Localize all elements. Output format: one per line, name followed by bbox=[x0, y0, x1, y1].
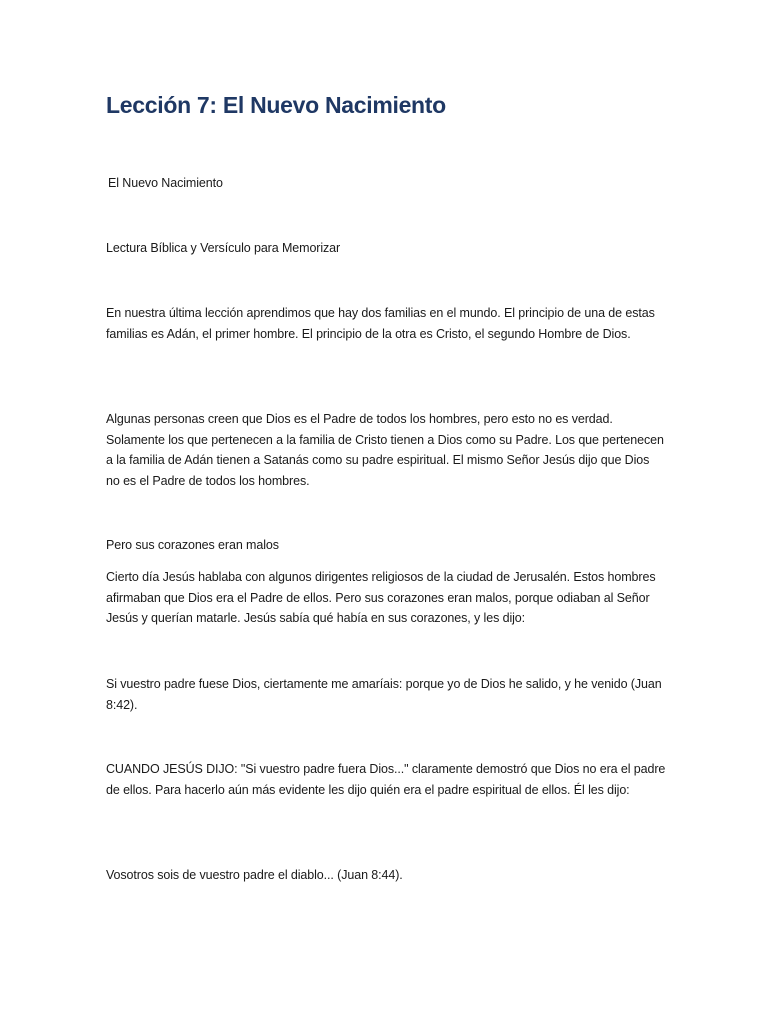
subtitle: El Nuevo Nacimiento bbox=[108, 176, 223, 190]
section-heading: Pero sus corazones eran malos bbox=[106, 538, 279, 552]
paragraph-second: Algunas personas creen que Dios es el Padre de todos los hombres, pero esto no es verdad. Solamente los que pertenecen a la familia de Cristo tienen a Dios como su Padre. Los que pertenecen a la familia de Adán tienen a Satanás como su padre espiritual. El mismo Señor Jesús dijo que Dios no es el Padre de todos los hombres. bbox=[106, 412, 664, 488]
page-title: Lección 7: El Nuevo Nacimiento bbox=[106, 92, 446, 118]
bible-quote: Si vuestro padre fuese Dios, ciertamente me amaríais: porque yo de Dios he salido, y he venido (Juan 8:42). bbox=[106, 677, 662, 712]
paragraph-fourth: CUANDO JESÚS DIJO: "Si vuestro padre fuera Dios..." claramente demostró que Dios no era el padre de ellos. Para hacerlo aún más evidente les dijo quién era el padre espiritual de ellos. Él les dijo: bbox=[106, 762, 666, 797]
bible-quote: Vosotros sois de vuestro padre el diablo... (Juan 8:44). bbox=[106, 868, 403, 882]
paragraph-third: Cierto día Jesús hablaba con algunos dirigentes religiosos de la ciudad de Jerusalén. Estos hombres afirmaban que Dios era el Padre de ellos. Pero sus corazones eran malos, porque odiaban al Señor Jesús y querían matarle. Jesús sabía qué había en sus corazones, y les dijo: bbox=[106, 570, 656, 625]
section-label: Lectura Bíblica y Versículo para Memorizar bbox=[106, 241, 341, 255]
paragraph-intro: En nuestra última lección aprendimos que hay dos familias en el mundo. El principio de una de estas familias es Adán, el primer hombre. El principio de la otra es Cristo, el segundo Hombre de Dios. bbox=[106, 306, 655, 341]
